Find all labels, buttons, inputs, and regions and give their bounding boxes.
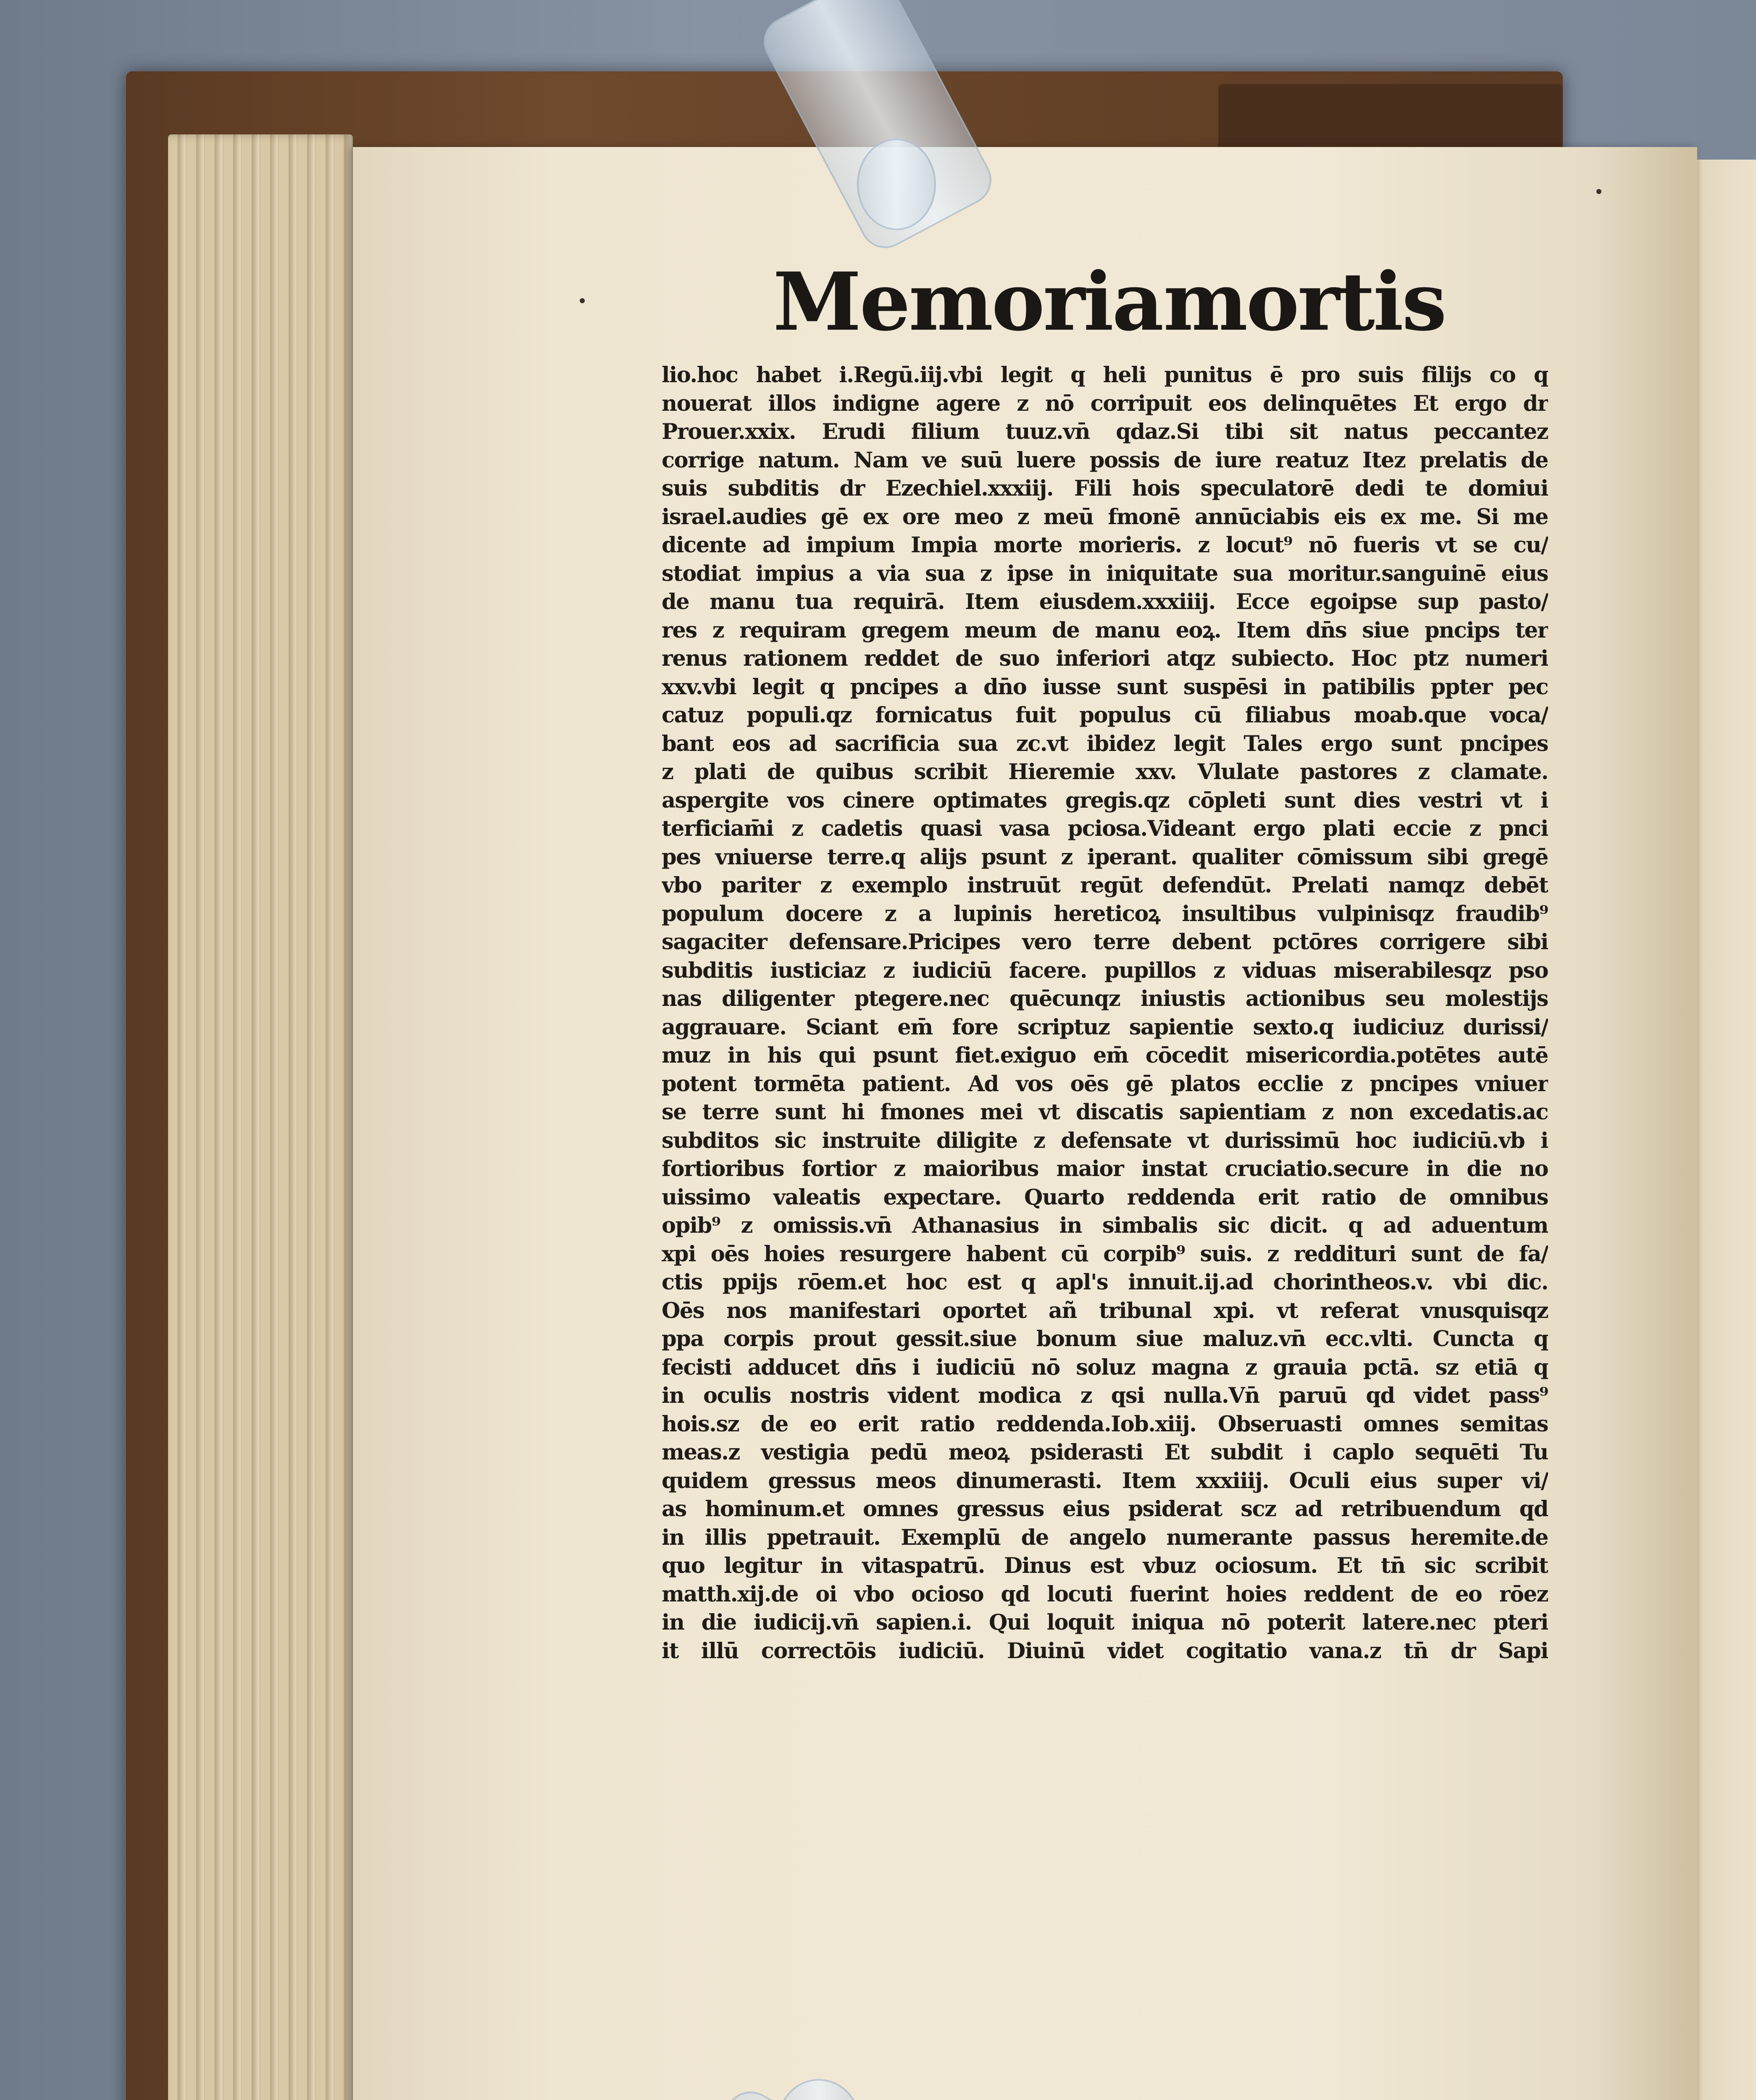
text-line: res z requiram gregem meum de manu eoꝝ. Item dn̄s siue pncips ter (662, 617, 1548, 643)
text-line: de manu tua requirā. Item eiusdem.xxxiiij. Ecce egoipse sup pasto/ (662, 589, 1548, 614)
text-line: catuz populi.qz fornicatus fuit populus cū filiabus moab.que voca/ (662, 703, 1548, 728)
text-line: fecisti adducet dn̄s i iudiciū nō soluz magna z grauia pctā. sz etiā q (662, 1354, 1548, 1380)
text-line: israel.audies gē ex ore meo z meū fmonē annūciabis eis ex me. Si me (662, 504, 1548, 530)
text-line: ctis ppijs rōem.et hoc est q apl's innuit.ij.ad chorintheos.v. vbi dic. (662, 1270, 1548, 1295)
text-line: Prouer.xxix. Erudi filium tuuz.vn̄ qdaz.Si tibi sit natus peccantez (662, 419, 1548, 444)
text-line: opib⁹ z omissis.vn̄ Athanasius in simbalis sic dicit. q ad aduentum (662, 1213, 1548, 1238)
running-header (773, 252, 1445, 349)
ink-speck (580, 298, 585, 303)
page-edges (168, 134, 353, 2100)
text-line: subditis iusticiaz z iudiciū facere. pupillos z viduas miserabilesqz pso (662, 958, 1548, 983)
text-line: as hominum.et omnes gressus eius psiderat scz ad retribuendum qd (662, 1496, 1548, 1522)
text-line: aggrauare. Sciant em̄ fore scriptuz sapientie sexto.q iudiciuz durissi/ (662, 1014, 1548, 1040)
text-line: terficiam̄i z cadetis quasi vasa pciosa.Videant ergo plati eccie z pnci (662, 816, 1548, 841)
text-line: xxv.vbi legit q pncipes a dn̄o iusse sunt suspēsi in patibilis ppter pec (662, 674, 1548, 700)
text-line: stodiat impius a via sua z ipse in iniquitate sua moritur.sanguinē eius (662, 561, 1548, 586)
text-line: ppa corpis prout gessit.siue bonum siue maluz.vn̄ ecc.vlti. Cuncta q (662, 1326, 1548, 1352)
text-line: hois.sz de eo erit ratio reddenda.Iob.xiij. Obseruasti omnes semitas (662, 1411, 1548, 1437)
text-line: sagaciter defensare.Pricipes vero terre debent pctōres corrigere sibi (662, 929, 1548, 955)
text-line: aspergite vos cinere optimates gregis.qz cōpleti sunt dies vestri vt i (662, 788, 1548, 813)
text-line: se terre sunt hi fmones mei vt discatis sapientiam z non excedatis.ac (662, 1100, 1548, 1125)
text-line: suis subditis dr Ezechiel.xxxiij. Fili hois speculatorē dedi te domiui (662, 476, 1548, 501)
text-line: fortioribus fortior z maioribus maior instat cruciatio.secure in die no (662, 1156, 1548, 1181)
header-word-mortis: mortis (1163, 255, 1445, 349)
text-line: bant eos ad sacrificia sua zc.vt ibidez legit Tales ergo sunt pncipes (662, 731, 1548, 756)
text-line: nouerat illos indigne agere z nō corripuit eos delinquētes Et ergo dr (662, 391, 1548, 416)
text-line: Oēs nos manifestari oportet añ tribunal xpi. vt referat vnusquisqz (662, 1298, 1548, 1323)
text-line: pes vniuerse terre.q alijs psunt z iperant. qualiter cōmissum sibi gregē (662, 844, 1548, 870)
text-line: renus rationem reddet de suo inferiori atqz subiecto. Hoc ptz numeri (662, 646, 1548, 671)
text-line: subditos sic instruite diligite z defensate vt durissimū hoc iudiciū.vb i (662, 1128, 1548, 1153)
text-line: dicente ad impium Impia morte morieris. z locut⁹ nō fueris vt se cu/ (662, 533, 1548, 558)
text-line: in die iudicij.vn̄ sapien.i. Qui loquit iniqua nō poterit latere.nec pteri (662, 1610, 1548, 1635)
ink-speck (1596, 189, 1601, 194)
text-line: meas.z vestigia pedū meoꝝ psiderasti Et subdit i caplo sequēti Tu (662, 1440, 1548, 1465)
header-word-memoria: Memoria (773, 255, 1162, 349)
text-line: quidem gressus meos dinumerasti. Item xxxiiij. Oculi eius super vi/ (662, 1468, 1548, 1494)
text-line: muz in his qui psunt fiet.exiguo em̄ cōcedit misericordia.potētes autē (662, 1043, 1548, 1068)
text-line: z plati de quibus scribit Hieremie xxv. Vlulate pastores z clamate. (662, 759, 1548, 785)
text-line: populum docere z a lupinis hereticoꝝ insultibus vulpinisqz fraudib⁹ (662, 901, 1548, 927)
text-line: corrige natum. Nam ve suū luere possis de iure reatuz Itez prelatis de (662, 447, 1548, 473)
text-line: in oculis nostris vident modica z qsi nulla.Vn̄ paruū qd videt pass⁹ (662, 1383, 1548, 1408)
text-line: matth.xij.de oi vbo ocioso qd locuti fuerint hoies reddent de eo rōez (662, 1581, 1548, 1607)
text-line: nas diligenter ptegere.nec quēcunqz iniustis actionibus seu molestijs (662, 986, 1548, 1011)
body-text (662, 361, 1548, 1665)
text-line: quo legitur in vitaspatrū. Dinus est vbuz ociosum. Et tn̄ sic scribit (662, 1553, 1548, 1578)
text-line: potent tormēta patient. Ad vos oēs gē platos ecclie z pncipes vniuer (662, 1071, 1548, 1097)
text-line: lio.hoc habet i.Regū.iij.vbi legit q heli punitus ē pro suis filijs co q (662, 362, 1548, 388)
text-line: it illū correctōis iudiciū. Diuinū videt cogitatio vana.z tn̄ dr Sapi (662, 1638, 1548, 1664)
text-line: vbo pariter z exemplo instruūt regūt defendūt. Prelati namqz debēt (662, 873, 1548, 898)
text-line: xpi oēs hoies resurgere habent cū corpib⁹ suis. z reddituri sunt de fa/ (662, 1241, 1548, 1267)
text-line: uissimo valeatis expectare. Quarto reddenda erit ratio de omnibus (662, 1184, 1548, 1210)
glass-page-clip-top-tip (857, 139, 936, 230)
text-line: in illis ppetrauit. Exemplū de angelo numerante passus heremite.de (662, 1525, 1548, 1550)
